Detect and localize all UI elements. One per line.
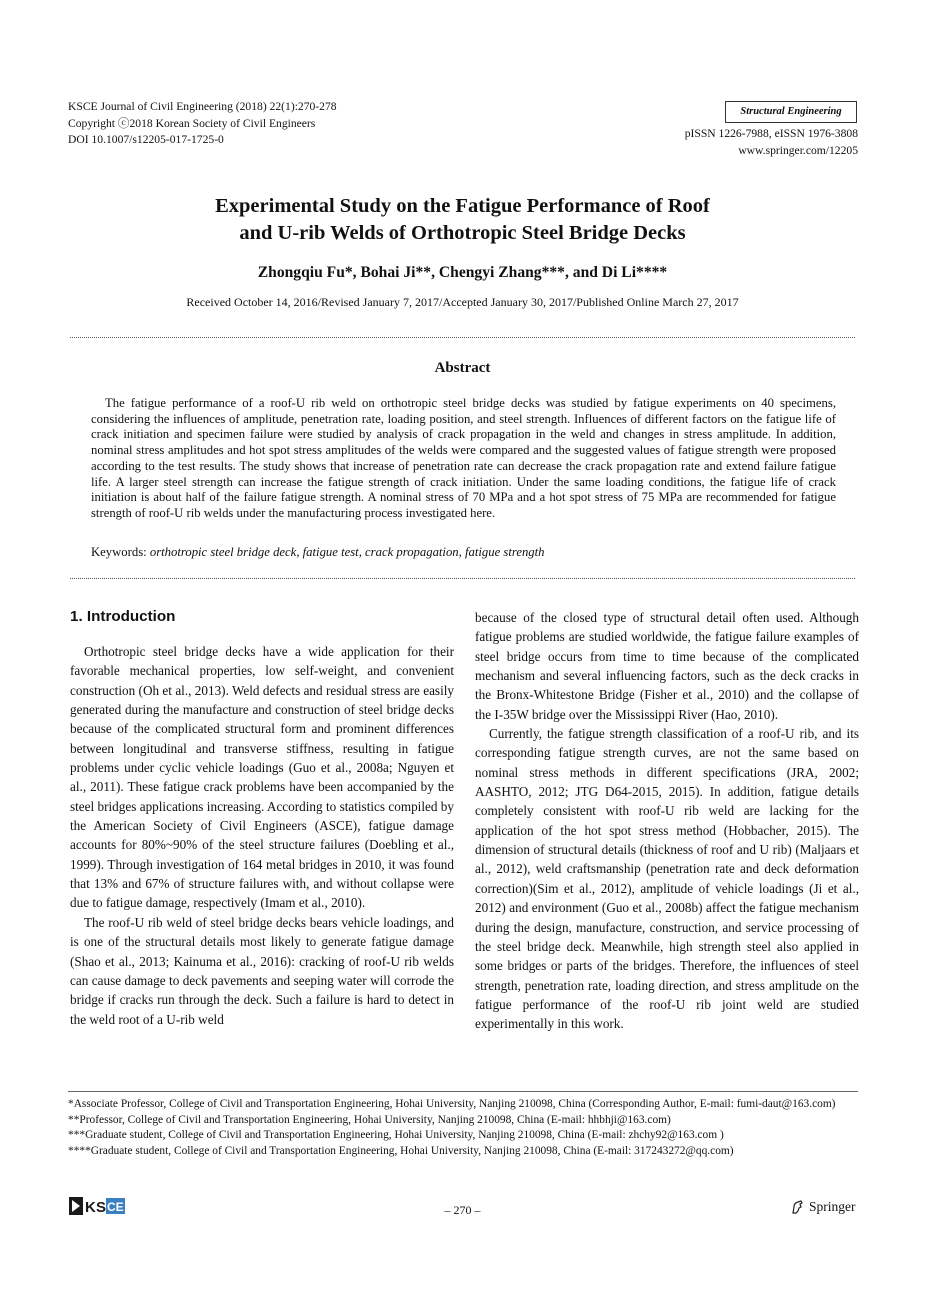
keywords-label: Keywords: (91, 545, 147, 559)
footnote-4: ****Graduate student, College of Civil and Transportation Engineering, Hohai University, Nanjing 210098, China (E-mail: 317243272@qq.com) (68, 1144, 734, 1157)
authors: Zhongqiu Fu*, Bohai Ji**, Chengyi Zhang***, and Di Li**** (257, 264, 668, 281)
abstract-heading: Abstract (434, 360, 491, 376)
body-column-right (475, 608, 859, 1034)
footnotes (68, 1097, 858, 1159)
intro-paragraph-3: Currently, the fatigue strength classification of a roof-U rib, and its corresponding fatigue strength curves, are not the same based on nominal stress methods in different specifications (JRA, 2002; AASHTO, 2012; JTG D64-2015, 2015). In addition, fatigue details completely consistent with roof-U rib weld are lacking for the application of the hot spot stress method (Hobbacher, 2015). The dimension of structural details (thickness of roof and U rib) (Maljaars et al., 2012), weld craftsmanship (penetration rate and deck deformation correction)(Sim et al., 2012), amplitude of vehicle loadings (Ji et al., 2012) and environment (Guo et al., 2008b) affect the fatigue mechanism during the design, manufacture, construction, and service processing of the steel bridge deck. Meanwhile, high strength steel also applied in some bridges or parts of the bridges. Therefore, the influences of steel strength, penetration rate, loading direction, and stress amplitude on the fatigue performance of the roof-U rib joint weld are studied experimentally in this work. (475, 726, 859, 1032)
springer-horse-icon (790, 1199, 806, 1215)
title-line-1: Experimental Study on the Fatigue Performance of Roof (215, 195, 710, 217)
svg-text:K: K (85, 1199, 96, 1215)
svg-text:CE: CE (107, 1200, 124, 1214)
doi: DOI 10.1007/s12205-017-1725-0 (68, 133, 224, 146)
footnote-2: **Professor, College of Civil and Transportation Engineering, Hohai University, Nanjing 210098, China (E-mail: hhbhji@163.com) (68, 1113, 671, 1126)
springer-label: Springer (809, 1199, 856, 1214)
received-dates: Received October 14, 2016/Revised January 7, 2017/Accepted January 30, 2017/Published Online March 27, 2017 (186, 295, 739, 309)
springer-logo (790, 1199, 856, 1215)
issn: pISSN 1226-7988, eISSN 1976-3808 (684, 127, 858, 140)
footnote-3: ***Graduate student, College of Civil and Transportation Engineering, Hohai University, Nanjing 210098, China (E-mail: zhchy92@163.com ) (68, 1129, 724, 1141)
divider-top (70, 337, 855, 338)
intro-paragraph-2: The roof-U rib weld of steel bridge decks bears vehicle loadings, and is one of the structural details most likely to generate fatigue damage (Shao et al., 2013; Kainuma et al., 2016): cracking of roof-U rib welds can cause damage to deck pavements and seeping water will corrode the bridge if cracks run through the deck. Such a failure is hard to detect in the weld root of a U-rib weld (70, 914, 454, 1027)
keywords-list: orthotropic steel bridge deck, fatigue test, crack propagation, fatigue strength (149, 545, 545, 559)
divider-bottom (70, 578, 855, 579)
journal-issn-block (685, 126, 858, 159)
journal-meta (68, 99, 337, 149)
abstract-text: The fatigue performance of a roof-U rib weld on orthotropic steel bridge decks was studied by fatigue experiments on 40 specimens, considering the influences of amplitude, penetration rate, loading position, and steel strength. Influences of different factors on the fatigue life of crack initiation and specimen failure were studied by analysis of crack propagation in the weld and changes in stress amplitude. In addition, nominal stress amplitudes and hot spot stress amplitudes of the welds were compared and the suggested values of fatigue strength were proposed according to the test results. The study shows that increase of penetration rate can decrease the crack propagation rate and extend failure fatigue life. A larger steel strength can increase the fatigue strength of crack initiation. Under the same loading conditions, the fatigue life of crack initiation is about half of the failure fatigue strength. A nominal stress of 70 MPa and a hot spot stress of 75 MPa are recommended for fatigue strength of roof-U rib welds under the manufacturing process investigated here. (91, 396, 836, 520)
intro-paragraph-1: Orthotropic steel bridge decks have a wide application for their favorable mechanical properties, low self-weight, and convenient construction (Oh et al., 2013). Weld defects and residual stress are easily generated during the manufacture and construction of steel bridge decks because of the complicated structural form and prominent differences between longitudinal and transverse stiffness, resulting in fatigue problems under cyclic vehicle loadings (Guo et al., 2008a; Nguyen et al., 2011). These fatigue crack problems have been accompanied by the steel bridges applications increasing. According to statistics compiled by the American Society of Civil Engineers (ASCE), fatigue damage accounts for 80%~90% of the steel structure failures (Doebling et al., 1999). Through investigation of 164 metal bridges in 2010, it was found that 13% and 67% of structure failures with, and without collapse were due to fatigue damage, respectively (Imam et al., 2010). (70, 644, 454, 911)
journal-citation: KSCE Journal of Civil Engineering (2018) 22(1):270-278 (68, 100, 337, 113)
journal-url[interactable]: www.springer.com/12205 (738, 143, 858, 157)
paper-title (60, 193, 865, 247)
copyright: Copyright ⓒ2018 Korean Society of Civil Engineers (68, 116, 316, 130)
title-line-2: and U-rib Welds of Orthotropic Steel Bridge Decks (239, 222, 686, 244)
keywords (91, 545, 836, 560)
body-column-left (70, 608, 454, 1029)
intro-heading: 1. Introduction (70, 608, 176, 625)
intro-paragraph-2-continued: because of the closed type of structural detail often used. Although fatigue problems are studied worldwide, the fatigue failure examples of steel bridge occurs from time to time because of the complicated mechanism and several influencing factors, such as the deck cracks in the Bronx-Whitestone Bridge (Fisher et al., 2010) and the collapse of the I-35W bridge over the Mississippi River (Hao, 2010). (475, 610, 859, 722)
page-number: – 270 – (444, 1203, 481, 1217)
footnote-1: *Associate Professor, College of Civil and Transportation Engineering, Hohai University, Nanjing 210098, China (Corresponding Author, E-mail: fumi-daut@163.com) (68, 1098, 836, 1110)
section-label: Structural Engineering (725, 101, 857, 123)
svg-text:S: S (96, 1199, 107, 1215)
footnote-rule (68, 1091, 858, 1092)
